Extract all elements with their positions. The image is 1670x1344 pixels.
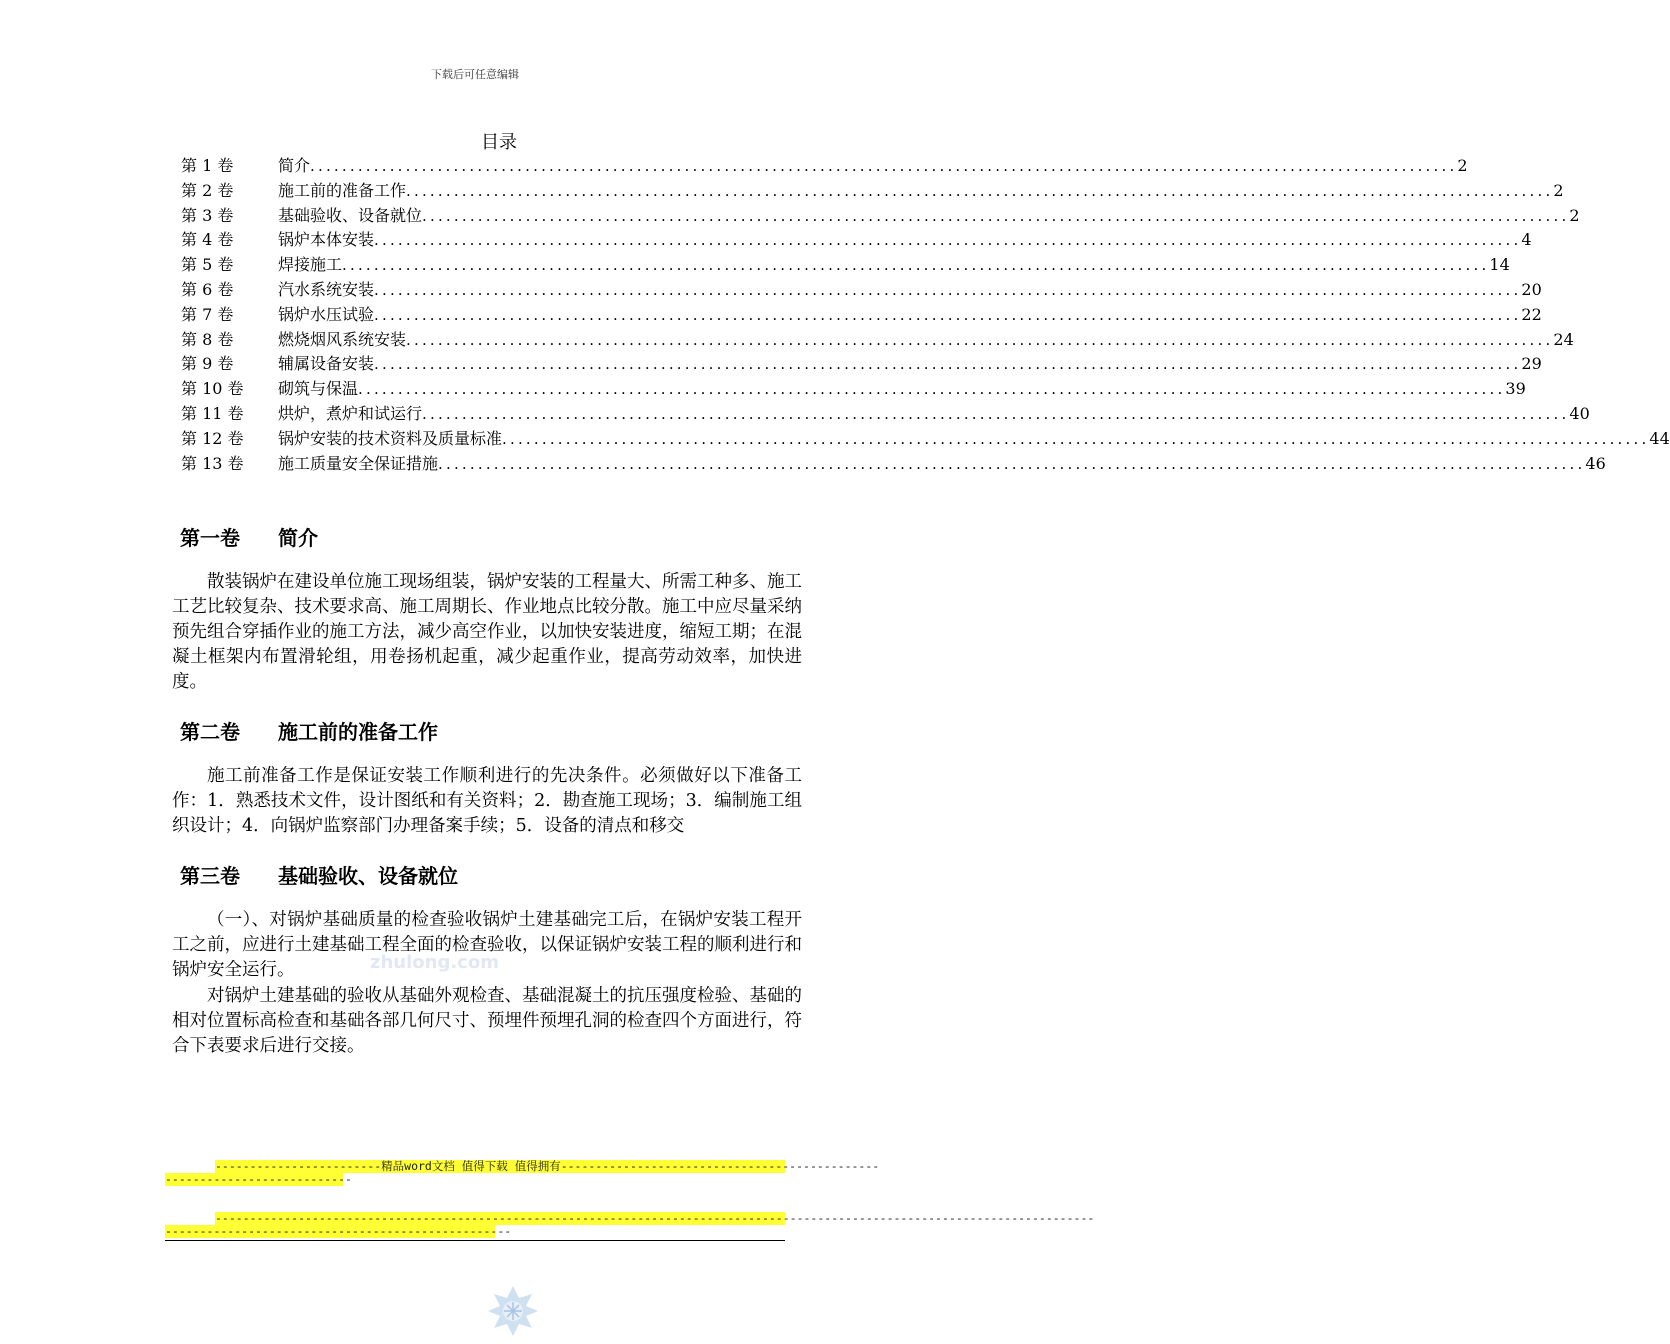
toc-entry-title: 锅炉水压试验 [278,304,375,324]
toc-entry[interactable] [181,376,1526,401]
toc-entry-title: 锅炉安装的技术资料及质量标准 [278,428,503,448]
toc-entry[interactable] [181,203,1580,228]
toc-page-number: 20 [1521,279,1542,299]
toc-entry-title: 锅炉本体安装 [278,230,375,250]
toc-page-number: 46 [1585,453,1606,473]
toc-volume: 第 8 卷 [181,329,234,349]
watermark: zhulong.com [370,952,499,973]
toc-entry-title: 焊接施工 [278,255,343,275]
toc-leader-dots [374,306,1521,324]
toc-entry[interactable] [181,178,1564,203]
toc-volume: 第 6 卷 [181,279,234,299]
toc-page-number: 24 [1553,329,1574,349]
toc-entry-title: 汽水系统安装 [278,279,375,299]
toc-leader-dots [406,182,1553,200]
footer-dash-line: ------------------------------------------------------------------------------------------------------------------------------- [215,1211,1095,1225]
toc-page-number: 2 [1457,156,1468,175]
toc-leader-dots [502,430,1649,448]
toc-entry[interactable] [181,327,1574,352]
toc-volume: 第 1 卷 [181,156,234,175]
toc-volume: 第 12 卷 [181,428,244,448]
toc-leader-dots [358,380,1505,398]
toc-entry-title: 砌筑与保温 [278,379,359,399]
toc-page-number: 44 [1649,428,1670,448]
footer-dash-line-cont: -------------------------------------------------- [165,1224,512,1238]
section-heading-3 [180,860,458,889]
footer-promo-line: ------------------------精品word文档 值得下载 值得拥有---------------------------------------------- [215,1159,880,1173]
toc-entry[interactable] [181,277,1542,302]
footer-promo [165,1159,880,1186]
toc-volume: 第 11 卷 [181,403,244,423]
toc-entry[interactable] [181,426,1670,451]
toc-entry-title: 基础验收、设备就位 [278,205,423,225]
toc-entry-title: 简介 [278,156,311,175]
section-volume: 第三卷 [180,864,240,888]
section-2-paragraph: 施工前准备工作是保证安装工作顺利进行的先决条件。必须做好以下准备工作：1．熟悉技术文件，设计图纸和有关资料；2．勘查施工现场；3．编制施工组织设计；4．向锅炉监察部门办理备案手续；5．设备的清点和移交 [172,766,802,836]
section-heading-1 [180,522,318,551]
toc-entry-title: 燃烧烟风系统安装 [278,329,407,349]
toc-page-number: 40 [1569,403,1590,423]
toc-leader-dots [422,405,1569,423]
toc-entry[interactable] [181,153,1468,178]
toc-leader-dots [406,331,1553,349]
toc-page-number: 2 [1569,205,1580,225]
toc-entry[interactable] [181,401,1590,426]
toc-leader-dots [342,256,1489,274]
section-title: 施工前的准备工作 [278,720,438,744]
toc-entry-title: 烘炉，煮炉和试运行 [278,403,423,423]
toc-title: 目录 [481,132,517,153]
table-of-contents [181,153,1670,475]
section-volume: 第一卷 [180,526,240,550]
toc-leader-dots [422,207,1569,225]
toc-leader-dots [374,281,1521,299]
toc-page-number: 39 [1505,379,1526,399]
toc-page-number: 2 [1553,180,1564,200]
toc-page-number: 14 [1489,255,1510,275]
header-note: 下载后可任意编辑 [431,68,519,81]
toc-entry-title: 施工前的准备工作 [278,180,407,200]
snowflake-badge-icon [486,1284,540,1338]
toc-entry-title: 施工质量安全保证措施 [278,453,439,473]
toc-volume: 第 9 卷 [181,354,234,374]
toc-entry[interactable] [181,227,1532,252]
section-title: 简介 [278,526,318,550]
footer-promo-line-cont: --------------------------- [165,1172,352,1186]
section-1-paragraph: 散装锅炉在建设单位施工现场组装，锅炉安装的工程量大、所需工种多、施工工艺比较复杂、技术要求高、施工周期长、作业地点比较分散。施工中应尽量采纳预先组合穿插作业的施工方法，减少高空作业，以加快安装进度，缩短工期；在混凝土框架内布置滑轮组，用卷扬机起重，减少起重作业，提高劳动效率，加快进度。 [172,572,802,692]
section-title: 基础验收、设备就位 [278,864,458,888]
toc-volume: 第 13 卷 [181,453,244,473]
toc-entry[interactable] [181,451,1606,476]
toc-entry[interactable] [181,252,1510,277]
toc-leader-dots [374,231,1521,249]
toc-entry[interactable] [181,351,1542,376]
toc-volume: 第 10 卷 [181,379,244,399]
toc-leader-dots [374,355,1521,373]
footer-dashes [165,1211,1095,1238]
toc-volume: 第 7 卷 [181,304,234,324]
footer-rule [165,1240,785,1241]
toc-page-number: 22 [1521,304,1542,324]
toc-volume: 第 4 卷 [181,230,234,250]
section-3-paragraph-1: （一）、对锅炉基础质量的检查验收锅炉土建基础完工后，在锅炉安装工程开工之前，应进行土建基础工程全面的检查验收，以保证锅炉安装工程的顺利进行和锅炉安全运行。 [172,910,802,980]
toc-volume: 第 2 卷 [181,180,234,200]
section-3-paragraph-2: 对锅炉土建基础的验收从基础外观检查、基础混凝土的抗压强度检验、基础的相对位置标高检查和基础各部几何尺寸、预埋件预埋孔洞的检查四个方面进行，符合下表要求后进行交接。 [172,986,802,1056]
toc-volume: 第 5 卷 [181,255,234,275]
toc-page-number: 4 [1521,230,1532,250]
toc-leader-dots [438,455,1585,473]
toc-volume: 第 3 卷 [181,205,234,225]
section-heading-2 [180,716,438,745]
toc-leader-dots [310,157,1457,175]
section-volume: 第二卷 [180,720,240,744]
toc-entry-title: 辅属设备安装 [278,354,375,374]
toc-page-number: 29 [1521,354,1542,374]
toc-entry[interactable] [181,302,1542,327]
